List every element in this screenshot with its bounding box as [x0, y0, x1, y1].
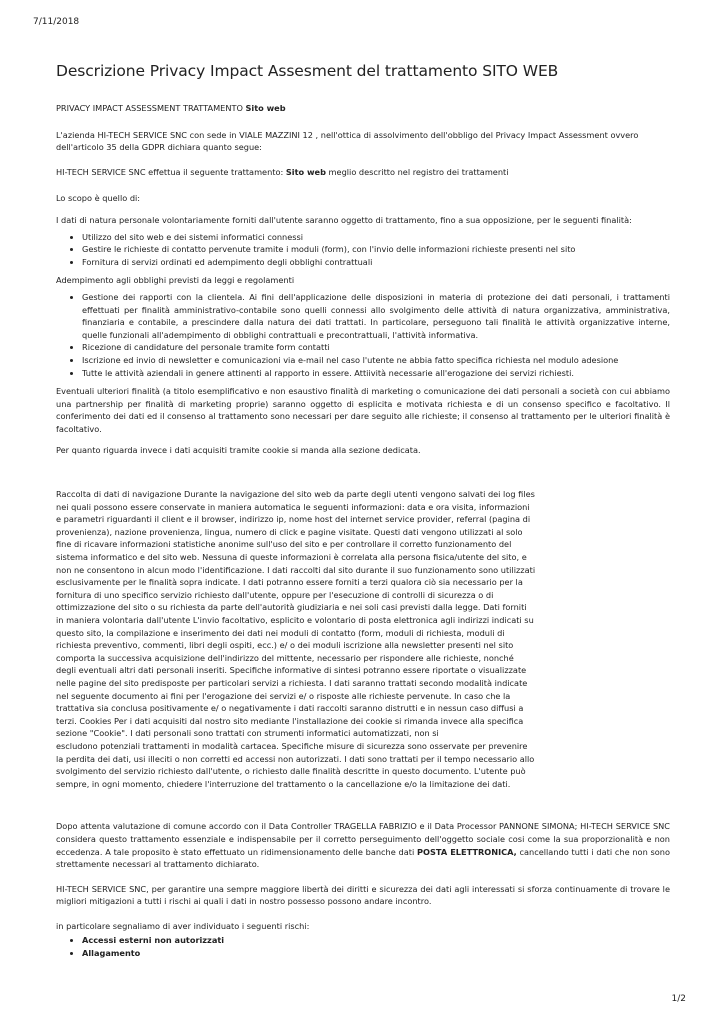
intro-paragraph: L'azienda HI-TECH SERVICE SNC con sede in VIALE MAZZINI 12 , nell'ottica di assolvimento dell'obbligo del Privacy Impact Assessment ovvero dell'articolo 35 della GDPR dichiara quanto segue:: [56, 129, 639, 153]
text-line: comporta la successiva acquisizione dell'indirizzo del mittente, necessario per rispondere alle richieste, nonché: [56, 652, 514, 663]
text-line: provenienza), nazione provenienza, lingua, numero di click e pagine visitate. Questi dati vengono utilizzati al solo: [56, 526, 523, 537]
list-item: • Allagamento: [82, 947, 670, 960]
text-line: la perdita dei dati, usi illeciti o non corretti ed accessi non autorizzati. I dati sono trattati per il tempo necessario allo: [56, 753, 535, 764]
text-line: e parametri riguardanti il client e il browser, indirizzo ip, nome host del internet service provider, referral (pagina di: [56, 514, 531, 525]
text-line: nei quali possono essere conservate in maniera automatica le seguenti informazioni: data e ora visita, informazioni: [56, 501, 530, 512]
list-item: • Utilizzo del sito web e dei sistemi informatici connessi: [82, 231, 670, 244]
print-date: 7/11/2018: [33, 17, 80, 27]
text-line: sezione "Cookie". I dati personali sono trattati con strumenti informatici automatizzati, non si: [56, 728, 439, 739]
text-line: fornitura di uno specifico servizio richiesto dall'utente, oppure per l'esecuzione di controlli di sicurezza o di: [56, 589, 494, 600]
text-line: Raccolta di dati di navigazione Durante la navigazione del sito web da parte degli utenti vengono salvati dei log files: [56, 489, 535, 500]
text-line: richiesta preventivo, commenti, libri degli ospiti, ecc.) e/ o dei moduli iscrizione alla newsletter presenti nel sito: [56, 640, 514, 651]
text-line: ottimizzazione del sito o su richiesta da parte dell'autorità giudiziaria e nei soli casi previsti dalla legge. Dati forniti: [56, 602, 527, 613]
commitment-paragraph: HI-TECH SERVICE SNC, per garantire una sempre maggiore libertà dei diritti e sicurezza dei dati agli interessati si sforza continuamente di trovare le migliori mitigazioni a tutti i rischi ai quali i dati in nostro possesso possono andare incontro.: [56, 883, 670, 907]
list-item: • Gestire le richieste di contatto pervenute tramite i moduli (form), con l'invio delle informazioni richieste presenti nel sito: [82, 243, 670, 256]
cookies-paragraph: Per quanto riguarda invece i dati acquisiti tramite cookie si manda alla sezione dedicata.: [56, 445, 421, 456]
evaluation-paragraph: Dopo attenta valutazione di comune accordo con il Data Controller TRAGELLA FABRIZIO e il Data Processor PANNONE SIMONA; HI-TECH SERVICE SNC considera questo trattamento essenziale e indispensabile per il corretto perseguimento dell'oggetto sociale cosi come la sua proporzionalità e non eccedenza. A tale proposito è stato effettuato un ridimensionamento delle banche dati POSTA ELETTRONICA, cancellando tutti i dati che non sono strettamente necessari al trattamento dichiarato.: [56, 821, 671, 870]
data-collection-paragraph: [56, 488, 670, 790]
text-line: sempre, in ogni momento, chiedere l'interruzione del trattamento o la cancellazione e/o la limitazione dei dati.: [56, 778, 511, 789]
text-line: svolgimento del servizio richiesto dall'utente, o richiesto dalle finalità descritte in questo documento. L'utente può: [56, 766, 526, 777]
text-line: in maniera volontaria dall'utente L'invio facoltativo, esplicito e volontario di posta elettronica agli indirizzi indicati su: [56, 615, 534, 625]
further-purposes-paragraph: Eventuali ulteriori finalità (a titolo esemplificativo e non esaustivo finalità di marketing o comunicazione dei dati personali a società con cui abbiamo una partnership per finalità di marketing proprie) saranno oggetto di esplicita e motivata richiesta e di un consenso specifico e facoltativo. Il conferimento dei dati ed il consenso al trattamento sono necessari per dare seguito alle richieste; il consenso al trattamento per le ulteriori finalità è facoltativo.: [56, 386, 670, 434]
treatment-paragraph: HI-TECH SERVICE SNC effettua il seguente trattamento: Sito web meglio descritto nel registro dei trattamenti: [56, 166, 509, 177]
list-item: • Gestione dei rapporti con la clientela. Ai fini dell'applicazione delle disposizioni in materia di protezione dei dati personali, i trattamenti effettuati per finalità amministrativo-contabile sono quelli connessi allo svolgimento delle attività di natura organizzativa, amministrativa, finanziaria e contabile, a prescindere dalla natura dei dati trattati. In particolare, perseguono tali finalità le attività organizzative interne, quelle funzionali all'adempimento di obblighi contrattuali e precontrattuali, l'attività informativa.: [82, 291, 670, 341]
text-line: nelle pagine del sito predisposte per particolari servizi a richiesta. I dati saranno trattati secondo modalità indicate: [56, 677, 528, 688]
text-line: fine di ricavare informazioni statistiche anonime sull'uso del sito e per controllare il corretto funzionamento del: [56, 539, 512, 550]
obligations-list: [56, 291, 670, 379]
list-item: • Accessi esterni non autorizzati: [82, 934, 670, 947]
text-line: trattativa sia conclusa positivamente e/ o negativamente i dati raccolti saranno distrutti e in nessun caso diffusi a: [56, 703, 524, 714]
risks-list: [56, 934, 670, 959]
text-line: questo sito, la compilazione e inserimento dei dati nei moduli di contatto (form, moduli di richiesta, moduli di: [56, 627, 505, 638]
text-line: terzi. Cookies Per i dati acquisiti dal nostro sito mediante l'installazione dei cookie si rimanda invece alla specifica: [56, 715, 524, 726]
text-line: degli eventuali altri dati personali inseriti. Specifiche informative di sintesi potranno essere riportate o visualizzate: [56, 665, 527, 676]
document-body: [56, 62, 670, 965]
text-line: esclusivamente per le finalità sopra indicate. I dati potranno essere forniti a terzi qualora ciò sia necessario per la: [56, 577, 523, 588]
obligations-intro: Adempimento agli obblighi previsti da leggi e regolamenti: [56, 275, 295, 286]
text-line: escludono potenziali trattamenti in modalità cartacea. Specifiche misure di sicurezza sono osservate per prevenire: [56, 740, 528, 751]
subtitle: PRIVACY IMPACT ASSESSMENT TRATTAMENTO Sito web: [56, 103, 286, 113]
purposes-intro: I dati di natura personale volontariamente forniti dall'utente saranno oggetto di trattamento, fino a sua opposizione, per le seguenti finalità:: [56, 214, 632, 225]
text-line: non ne consentono in alcun modo l'identificazione. I dati raccolti dal sito durante il suo funzionamento sono utilizzati: [56, 564, 536, 575]
purposes-list: [56, 231, 670, 269]
page-number: 1/2: [671, 994, 686, 1004]
list-item: • Ricezione di candidature del personale tramite form contatti: [82, 341, 670, 354]
risks-intro: in particolare segnaliamo di aver individuato i seguenti rischi:: [56, 920, 310, 931]
document-title: Descrizione Privacy Impact Assesment del trattamento SITO WEB: [56, 62, 559, 80]
text-line: sistema informatico e del sito web. Nessuna di queste informazioni è correlata alla persona fisica/utente del sito, e: [56, 552, 527, 563]
list-item: • Iscrizione ed invio di newsletter e comunicazioni via e-mail nel caso l'utente ne abbia fatto specifica richiesta nel modulo adesione: [82, 354, 670, 367]
list-item: • Tutte le attività aziendali in genere attinenti al rapporto in essere. Attiività necessarie all'erogazione dei servizi richiesti.: [82, 367, 670, 380]
scope-paragraph: Lo scopo è quello di:: [56, 193, 141, 204]
list-item: • Fornitura di servizi ordinati ed adempimento degli obblighi contrattuali: [82, 256, 670, 269]
text-line: nel seguente documento ai fini per l'erogazione dei servizi e/ o risposte alle richieste pervenute. In caso che la: [56, 690, 511, 701]
